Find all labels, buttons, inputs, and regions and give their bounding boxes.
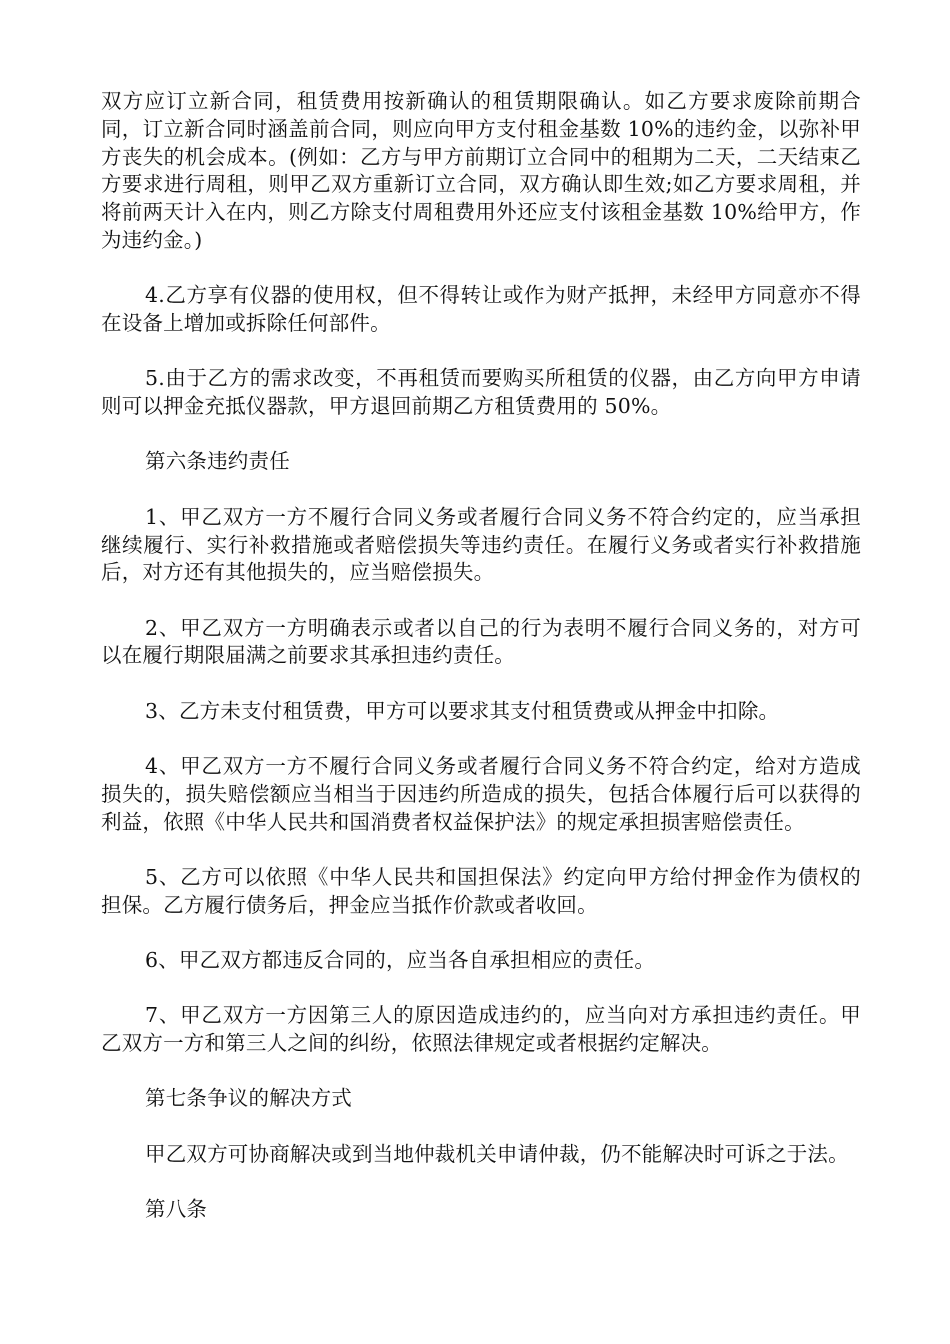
paragraph-liability-5: 5、乙方可以依照《中华人民共和国担保法》约定向甲方给付押金作为债权的担保。乙方履行债务后，押金应当抵作价款或者收回。 (101, 864, 861, 917)
paragraph-dispute-resolution: 甲乙双方可协商解决或到当地仲裁机关申请仲裁，仍不能解决时可诉之于法。 (145, 1141, 849, 1166)
paragraph-clause-5: 5.由于乙方的需求改变，不再租赁而要购买所租赁的仪器，由乙方向甲方申请则可以押金充抵仪器款，甲方退回前期乙方租赁费用的 50%。 (101, 366, 861, 419)
paragraph-clause-4: 4.乙方享有仪器的使用权，但不得转让或作为财产抵押，未经甲方同意亦不得在设备上增加或拆除任何部件。 (101, 283, 861, 336)
section-heading-article-7: 第七条争议的解决方式 (145, 1086, 352, 1111)
document-body (101, 88, 861, 1251)
paragraph-liability-7: 7、甲乙双方一方因第三人的原因造成违约的，应当向对方承担违约责任。甲乙双方一方和第三人之间的纠纷，依照法律规定或者根据约定解决。 (101, 1003, 861, 1056)
paragraph-liability-6: 6、甲乙双方都违反合同的，应当各自承担相应的责任。 (145, 948, 656, 973)
paragraph-liability-3: 3、乙方未支付租赁费，甲方可以要求其支付租赁费或从押金中扣除。 (145, 698, 780, 723)
paragraph-continuation: 双方应订立新合同，租赁费用按新确认的租赁期限确认。如乙方要求废除前期合同，订立新合同时涵盖前合同，则应向甲方支付租金基数 10%的违约金，以弥补甲方丧失的机会成本。(例如：乙方与甲方前期订立合同中的租期为二天，二天结束乙方要求进行周租，则甲乙双方重新订立合同，双方确认即生效;如乙方要求周租，并将前两天计入在内，则乙方除支付周租费用外还应支付该租金基数 10%给甲方，作为违约金。) (101, 89, 861, 252)
paragraph-liability-1: 1、甲乙双方一方不履行合同义务或者履行合同义务不符合约定的，应当承担继续履行、实行补救措施或者赔偿损失等违约责任。在履行义务或者实行补救措施后，对方还有其他损失的，应当赔偿损失。 (101, 504, 861, 585)
section-heading-article-6: 第六条违约责任 (145, 449, 290, 474)
paragraph-liability-4: 4、甲乙双方一方不履行合同义务或者履行合同义务不符合约定，给对方造成损失的，损失赔偿额应当相当于因违约所造成的损失，包括合体履行后可以获得的利益，依照《中华人民共和国消费者权益保护法》的规定承担损害赔偿责任。 (101, 754, 861, 834)
paragraph-liability-2: 2、甲乙双方一方明确表示或者以自己的行为表明不履行合同义务的，对方可以在履行期限届满之前要求其承担违约责任。 (101, 615, 861, 668)
section-heading-article-8: 第八条 (145, 1197, 208, 1222)
